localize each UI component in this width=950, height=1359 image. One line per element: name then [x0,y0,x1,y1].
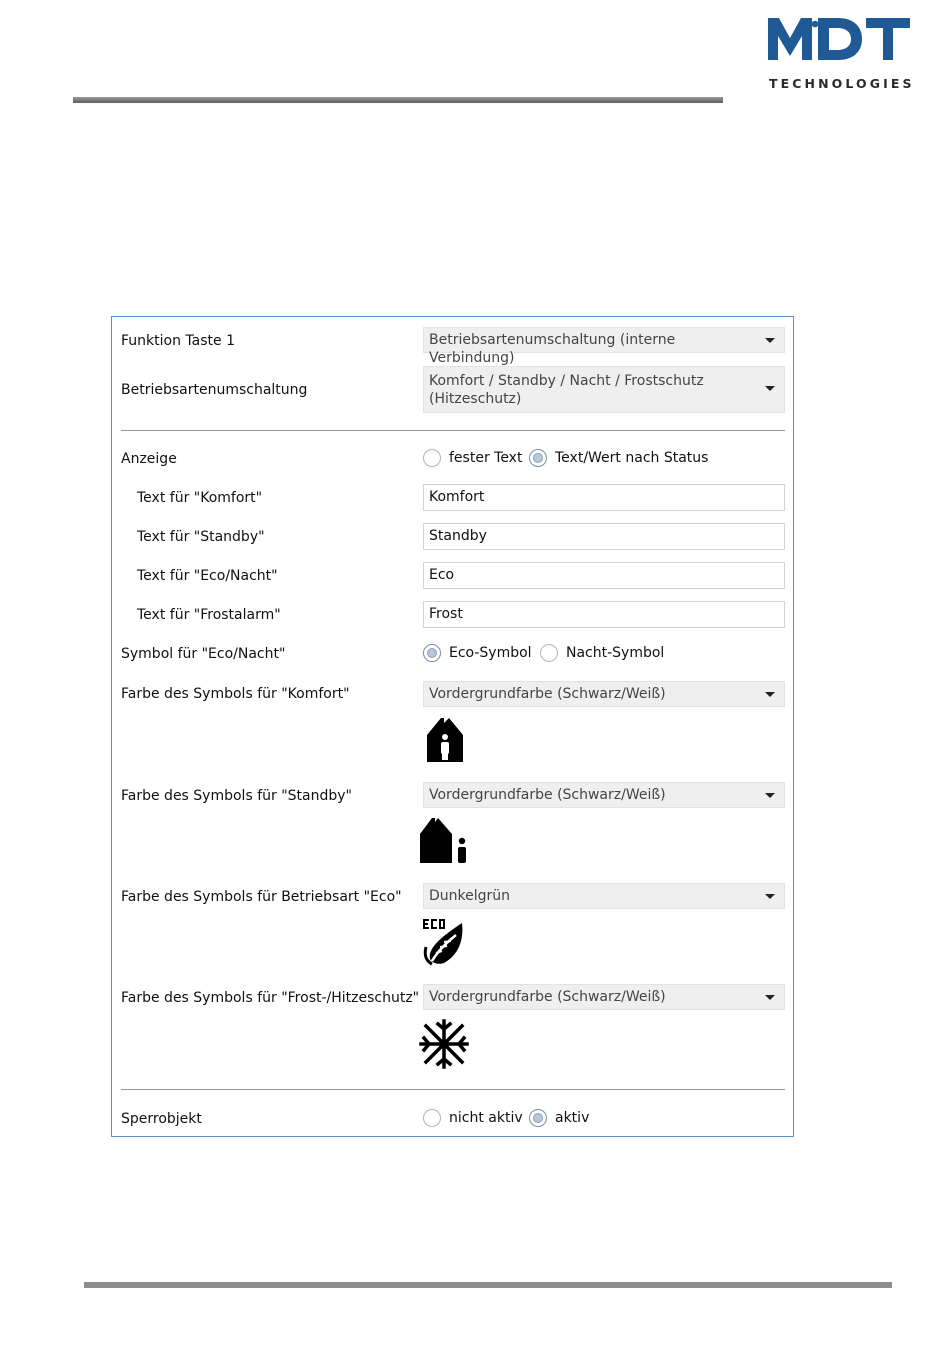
dropdown-funktion-taste[interactable]: Betriebsartenumschaltung (interne Verbindung) [423,327,785,353]
label-text-eco-nacht: Text für "Eco/Nacht" [137,568,278,584]
label-text-komfort: Text für "Komfort" [137,490,263,506]
house-person-icon [425,715,465,763]
logo-subtitle: TECHNOLOGIES [769,76,915,91]
label-funktion-taste: Funktion Taste 1 [121,333,235,349]
input-text-standby[interactable]: Standby [423,523,785,550]
radio-text-wert-nach-status[interactable] [529,449,547,467]
input-text-komfort[interactable]: Komfort [423,484,785,511]
label-farbe-eco: Farbe des Symbols für Betriebsart "Eco" [121,889,402,905]
chevron-down-icon [765,995,775,1000]
radio-label-fester-text: fester Text [449,450,523,466]
dropdown-farbe-eco[interactable]: Dunkelgrün [423,883,785,909]
divider [121,1089,785,1090]
chevron-down-icon [765,692,775,697]
dropdown-farbe-komfort[interactable]: Vordergrundfarbe (Schwarz/Weiß) [423,681,785,707]
label-text-frostalarm: Text für "Frostalarm" [137,607,281,623]
label-sperrobjekt: Sperrobjekt [121,1111,202,1127]
radio-label-eco-symbol: Eco-Symbol [449,645,532,661]
house-person-outside-icon [418,816,470,866]
radio-label-nicht-aktiv: nicht aktiv [449,1110,523,1126]
label-text-standby: Text für "Standby" [137,529,265,545]
radio-label-aktiv: aktiv [555,1110,590,1126]
eco-leaf-icon [420,917,468,967]
radio-aktiv[interactable] [529,1109,547,1127]
label-anzeige: Anzeige [121,451,177,467]
radio-fester-text[interactable] [423,449,441,467]
dropdown-betriebsartenumschaltung[interactable]: Komfort / Standby / Nacht / Frostschutz (Hitzeschutz) [423,366,785,413]
header-rule [73,97,723,103]
footer-rule [84,1282,892,1288]
radio-nicht-aktiv[interactable] [423,1109,441,1127]
radio-nacht-symbol[interactable] [540,644,558,662]
snowflake-sun-icon [418,1018,470,1070]
chevron-down-icon [765,894,775,899]
label-symbol-eco-nacht: Symbol für "Eco/Nacht" [121,646,286,662]
dropdown-farbe-frost[interactable]: Vordergrundfarbe (Schwarz/Weiß) [423,984,785,1010]
label-farbe-standby: Farbe des Symbols für "Standby" [121,788,352,804]
radio-eco-symbol[interactable] [423,644,441,662]
label-farbe-frost: Farbe des Symbols für "Frost-/Hitzeschutz" [121,990,420,1006]
input-text-frostalarm[interactable]: Frost [423,601,785,628]
dropdown-farbe-standby[interactable]: Vordergrundfarbe (Schwarz/Weiß) [423,782,785,808]
divider [121,430,785,431]
input-text-eco-nacht[interactable]: Eco [423,562,785,589]
settings-panel [111,316,794,1137]
chevron-down-icon [765,386,775,391]
label-farbe-komfort: Farbe des Symbols für "Komfort" [121,686,350,702]
radio-group-anzeige [423,449,785,471]
radio-label-nacht-symbol: Nacht-Symbol [566,645,665,661]
radio-label-text-wert: Text/Wert nach Status [555,450,709,466]
chevron-down-icon [765,338,775,343]
chevron-down-icon [765,793,775,798]
radio-group-symbol [423,644,785,666]
radio-group-sperrobjekt [423,1109,785,1131]
label-betriebsartenumschaltung: Betriebsartenumschaltung [121,382,308,398]
